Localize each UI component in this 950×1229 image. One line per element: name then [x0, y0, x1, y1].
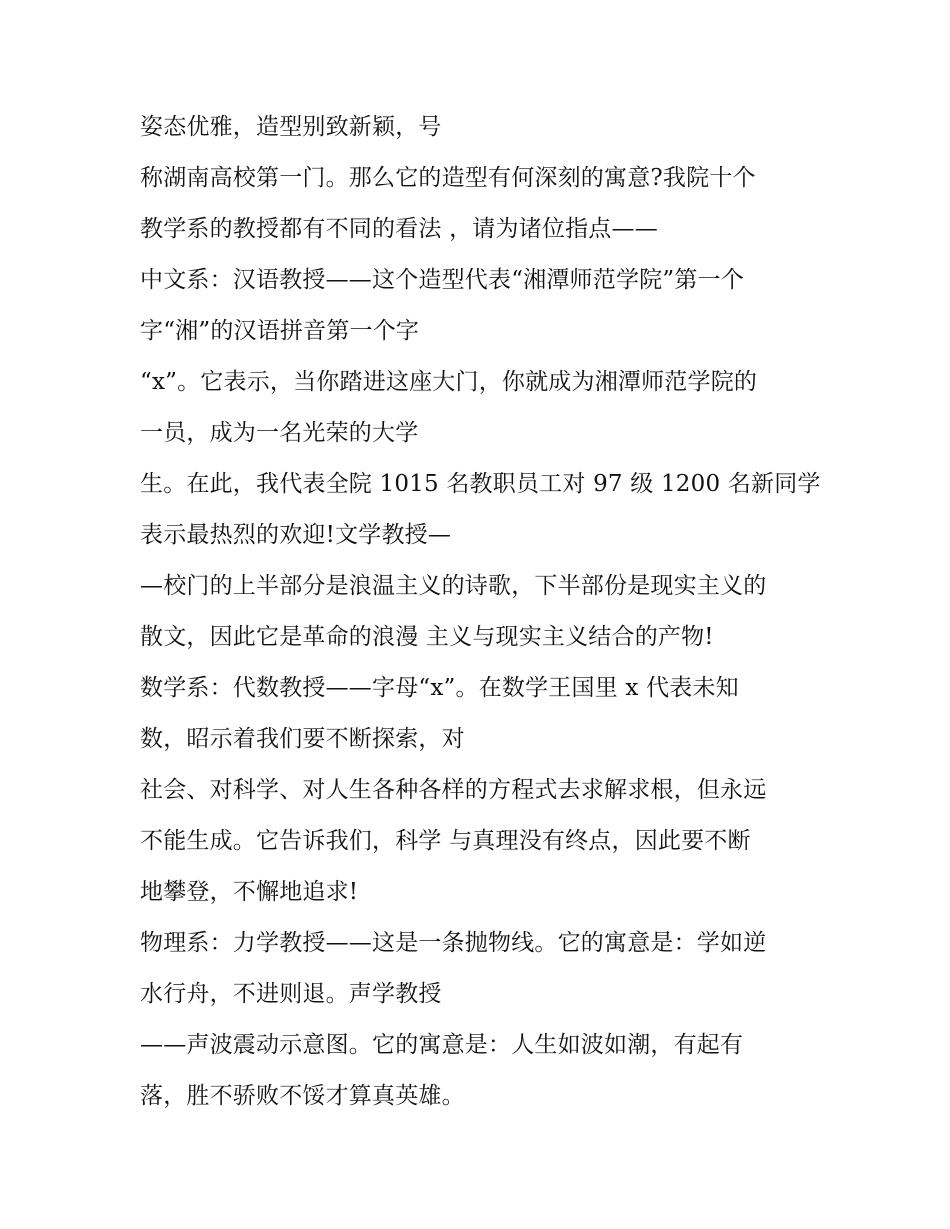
text-line: 一员，成为一名光荣的大学 — [140, 420, 419, 446]
text-line: 字“湘”的汉语拼音第一个字 — [140, 318, 420, 344]
text-line: 水行舟，不进则退。声学教授 — [140, 981, 442, 1007]
text-line: 中文系：汉语教授——这个造型代表“湘潭师范学院”第一个 — [140, 267, 744, 293]
text-line: 社会、对科学、对人生各种各样的方程式去求解求根，但永远 — [140, 777, 767, 803]
text-line: —校门的上半部分是浪温主义的诗歌，下半部份是现实主义的 — [140, 573, 767, 599]
text-line: ——声波震动示意图。它的寓意是：人生如波如潮，有起有 — [140, 1032, 744, 1058]
text-line: 称湖南高校第一门。那么它的造型有何深刻的寓意?我院十个 — [140, 165, 756, 191]
body-text — [140, 102, 830, 1122]
text-line: 落，胜不骄败不馁才算真英雄。 — [140, 1083, 465, 1109]
text-line: 姿态优雅，造型别致新颖，号 — [140, 114, 442, 140]
text-line: 散文，因此它是革命的浪漫 主义与现实主义结合的产物! — [140, 624, 714, 650]
text-line: 地攀登，不懈地追求! — [140, 879, 359, 905]
text-line: 教学系的教授都有不同的看法 ，请为诸位指点—— — [140, 216, 658, 242]
text-line: 生。在此，我代表全院 1015 名教职员工对 97 级 1200 名新同学 — [140, 471, 821, 497]
text-line: 数学系：代数教授——字母“x”。在数学王国里 x 代表未知 — [140, 675, 739, 701]
text-line: 不能生成。它告诉我们，科学 与真理没有终点，因此要不断 — [140, 828, 751, 854]
text-line: “x”。它表示，当你踏进这座大门，你就成为湘潭师范学院的 — [140, 369, 758, 395]
text-line: 表示最热烈的欢迎!文学教授— — [140, 522, 452, 548]
text-line: 数，昭示着我们要不断探索，对 — [140, 726, 465, 752]
text-line: 物理系：力学教授——这是一条抛物线。它的寓意是：学如逆 — [140, 930, 767, 956]
